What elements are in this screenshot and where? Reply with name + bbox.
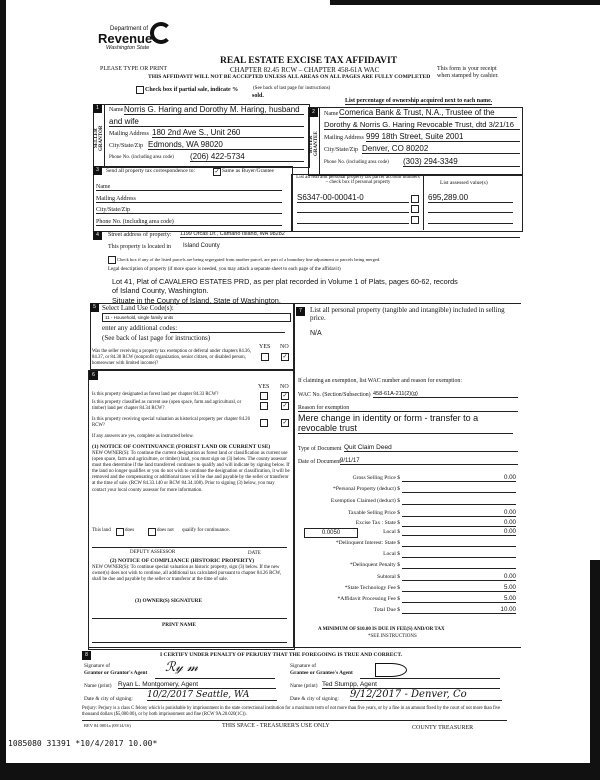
personal-property-checkbox[interactable] [411,216,419,224]
section-number: 8 [82,651,91,660]
label: Name [324,111,339,117]
fee-value[interactable]: 0.00 [402,509,516,517]
assessed-value[interactable]: 695,289.00 [428,193,513,203]
legal-description[interactable]: of Island County, Washington. [112,286,209,295]
fee-value[interactable]: 0.00 [402,528,516,536]
buyer-phone[interactable]: (303) 294-3349 [403,157,520,167]
buyer-side-label: BUYER GRANTEE [309,131,319,157]
buyer-name-continued[interactable]: Dorothy & Norris G. Haring Revocable Trust, dtd 3/21/16 [324,120,520,130]
document-type[interactable]: Quit Claim Deed [344,444,518,452]
current-use-question: Is this property classified as current use (open space, farm and agricultural, or timber) land per chapter 84.34 RCW? [92,400,242,411]
fee-value[interactable]: 0.00 [402,519,516,527]
list-percentage-note: List percentage of ownership acquired next to each name. [345,98,493,104]
partial-sale-checkbox[interactable] [136,86,144,94]
notice-compliance-title: (2) NOTICE OF COMPLIANCE (HISTORIC PROPERTY) [110,558,255,564]
fee-label: Exemption Claimed (deduct) $ [330,498,400,504]
property-street-address[interactable]: 1199 Orcas Dr., Camano Island, WA 98282 [180,231,520,238]
sold-label: sold. [252,93,264,99]
label: Date of Document [298,459,341,465]
label: Date & city of signing: [84,696,133,702]
see-back-note: (See back of last page for instructions) [253,86,331,91]
legal-description[interactable]: Lot 41, Plat of CAVALERO ESTATES PRD, as per plat recorded in Volume 1 of Plats, pages 60-62, records [112,277,458,286]
fee-value[interactable]: 0.00 [402,474,516,482]
no-checkbox[interactable]: ✓ [282,403,288,409]
label: qualify for continuance. [182,528,230,533]
correspondence-city-field[interactable]: City/State/Zip [96,207,282,214]
scan-border-right [590,560,600,780]
label: YES [258,384,270,390]
label: (3) OWNER(S) SIGNATURE [135,598,202,604]
buyer-mailing-address[interactable]: 999 18th Street, Suite 2001 [366,132,520,142]
owner-signature-line[interactable] [92,618,287,619]
buyer-city[interactable]: Denver, CO 80202 [362,144,520,154]
wac-number[interactable]: 458-61A-211(2)(g) [373,391,518,398]
grantor-signature: ℛ𝓎 𝓂 [165,660,199,675]
does-checkbox[interactable] [116,528,124,536]
label: Same as Buyer/Grantee [222,168,274,174]
seller-mailing-address[interactable]: 180 2nd Ave S., Unit 260 [152,128,304,138]
fee-label: Local $ [383,551,400,557]
segregated-checkbox[interactable] [108,256,116,264]
county-treasurer-label: COUNTY TREASURER [412,725,474,731]
label: Phone No. (including area code) [109,155,174,160]
warning: THIS AFFIDAVIT WILL NOT BE ACCEPTED UNLESS ALL AREAS ON ALL PAGES ARE FULLY COMPLETED [148,74,431,80]
exemption-question: Was the seller receiving a property tax exemption or deferral under chapters 84.36, 84.37, or 84.38 RCW (nonprofit organization, senior citizen, or disabled person, homeowner with limited income)? [92,349,251,366]
grantee-signature-line[interactable] [360,678,500,679]
label: Select Land Use Code(s): [102,304,174,312]
treasurer-space-label: THIS SPACE - TREASURER'S USE ONLY [222,723,330,729]
please-type: PLEASE TYPE OR PRINT [100,66,168,72]
assessed-header: List assessed value(s) [440,180,488,186]
label: Name (print) [84,683,112,689]
property-county[interactable]: Island County [183,243,220,249]
legal-description[interactable]: Situate in the County of Island, State of Washington. [112,296,281,305]
label: YES [259,344,271,350]
label: PRINT NAME [162,622,196,628]
parcel-header: List all real and personal property tax parcel account numbers – check box if personal property [296,175,420,185]
yes-checkbox[interactable] [260,402,268,410]
fee-value[interactable]: 0.00 [402,573,516,581]
label: If any answers are yes, complete as instructed below. [92,434,194,439]
logo-line: Revenue [98,31,153,46]
label: Legal description of property (if more space is needed, you may attach a separate sheet to each page of the affidavit) [108,267,341,272]
label: DEPUTY ASSESSOR [130,550,176,555]
section-number: 4 [93,231,102,240]
notice-continuance-title: (1) NOTICE OF CONTINUANCE (FOREST LAND OR CURRENT USE) [92,444,271,450]
label: WAC No. (Section/Subsection) [298,392,371,398]
fee-label: Taxable Selling Price $ [348,510,400,516]
certify-statement: I CERTIFY UNDER PENALTY OF PERJURY THAT THE FOREGOING IS TRUE AND CORRECT. [160,652,403,658]
notice-compliance-text: NEW OWNER(S): To continue special valuation as historic property, sign (3) below. If the new owner(s) does not wish to continue, all additional tax calculated pursuant to chapter 84.26 RCW, shall be due and payable by the seller or transferor at the time of sale. [92,565,282,582]
deputy-assessor-signature-line[interactable] [92,547,287,548]
personal-property-list[interactable]: N/A [310,330,322,337]
document-date[interactable]: 9/11/17 [340,458,518,465]
label: If claiming an exemption, list WAC number and reason for exemption: [298,378,462,384]
label: City/State/Zip [109,143,143,149]
does-not-checkbox[interactable] [148,528,156,536]
perjury-notice: Perjury: Perjury is a class C felony which is punishable by imprisonment in the state correctional institution for a maximum term of not more than five years, or by a fine in an amount fixed by the court of not more than five thousand dollars ($5,000.00), or by both imprisonment and fine (RCW 9A.20.020(1C)). [82,706,501,717]
yes-checkbox[interactable] [260,392,268,400]
correspondence-phone-field[interactable]: Phone No. (including area code) [96,219,282,226]
section-number: 3 [93,166,102,175]
correspondence-mailing-field[interactable]: Mailing Address [96,196,282,203]
fee-value[interactable] [402,539,516,547]
label: Type of Document [298,446,342,452]
local-rate-box[interactable]: 0.0050 [304,528,358,538]
label: Grantor or Grantor's Agent [84,670,148,676]
seller-name-continued[interactable]: and wife [109,117,304,127]
fee-label: Gross Selling Price $ [352,475,400,481]
label: Phone No. (including area code) [324,160,389,165]
fee-label: Subtotal $ [377,574,400,580]
section-number: 6 [89,371,98,380]
label: Signature of [84,663,111,669]
grantee-print-name[interactable]: Ted Stumpp, Agent [322,681,500,689]
label: Name (print) [290,683,318,689]
treasurer-stamp: 1085080 31391 *10/4/2017 10.00* [8,739,158,748]
label: Street address of property: [108,232,172,238]
correspondence-name-field[interactable]: Name [96,184,282,191]
land-use-code-select[interactable]: 11 - Household, single family units [102,313,291,322]
fee-value[interactable]: 10.00 [402,606,516,614]
label: does [125,528,135,533]
form-title: REAL ESTATE EXCISE TAX AFFIDAVIT [220,56,398,66]
logo-swirl-icon [150,22,172,44]
grantee-date-city[interactable]: 9/12/2017 - Denver, Co [350,689,502,701]
label: NO [280,344,289,350]
label: NO [280,384,289,390]
historic-question: Is this property receiving special valuation as historical property per chapter 84.26 RCW? [92,417,250,428]
label: Send all property tax correspondence to: [106,168,196,174]
notice-continuance-text: NEW OWNER(S): To continue the current designation as forest land or classification as current use (open space, farm and agriculture, or timber) land, you must sign on (3) below. The county assessor must then determine if the land transferred continues to qualify and will indicate by signing below. If the land no longer qualifies or you do not wish to continue the designation or classification, it will be removed and the compensating or additional taxes will be due and payable by the seller or transferor at the time of sale. (RCW 84.33.140 or RCW 84.34.108). Prior to signing (3) below, you may contact your local county assessor for more information. [92,451,290,493]
fee-label: Total Due $ [373,607,400,613]
grantee-signature [375,663,407,677]
chapter: CHAPTER 82.45 RCW – CHAPTER 458-61A WAC [230,66,380,74]
label: Mailing Address [324,135,364,141]
minimum-due-note: A MINIMUM OF $10.00 IS DUE IN FEE(S) AND/OR TAX [318,627,445,632]
label: enter any additional codes: [102,324,178,332]
fee-label: *Personal Property (deduct) $ [333,486,400,492]
section-number: 2 [309,108,318,117]
seller-side-label: SELLER GRANTOR [94,125,104,151]
label: List all personal property (tangible and intangible) included in selling price. [310,306,505,322]
logo-line: Washington State [106,45,150,51]
forest-land-section [88,370,295,650]
seller-phone[interactable]: (206) 422-5734 [190,152,304,162]
receipt-note: when stamped by cashier. [437,73,499,79]
fee-value[interactable]: 5.00 [402,584,516,592]
fee-label: *Affidavit Processing Fee $ [337,596,400,602]
scan-border-left [0,0,6,780]
label: Signature of [290,663,317,669]
grantor-signature-line[interactable] [155,678,275,679]
label: Date & city of signing: [290,696,339,702]
see-instructions-note: *SEE INSTRUCTIONS [368,634,417,639]
exemption-reason[interactable]: Mere change in identity or form - transfer to a revocable trust [298,413,513,434]
personal-property-checkbox[interactable] [411,205,419,213]
label: This land [92,528,111,533]
no-checkbox[interactable]: ✓ [282,393,288,399]
parcel-number[interactable]: S6347-00-00041-0 [297,193,409,203]
fee-value[interactable] [402,550,516,558]
seller-name[interactable]: Norris G. Haring and Dorothy M. Haring, husband [124,105,304,115]
seller-city[interactable]: Edmonds, WA 98020 [148,140,304,150]
additional-codes-field[interactable] [170,332,285,333]
scan-border-top [330,0,600,5]
fee-label: *Delinquent Penalty $ [349,562,400,568]
grantor-date-city[interactable]: 10/2/2017 Seattle, WA [147,690,277,701]
no-checkbox[interactable]: ✓ [282,420,288,426]
buyer-name[interactable]: Comerica Bank & Trust, N.A., Trustee of the [339,108,517,118]
scan-border-bottom [0,763,600,780]
label: Grantee or Grantee's Agent [290,670,353,676]
label: City/State/Zip [324,147,358,153]
grantor-print-name[interactable]: Ryan L. Montgomery, Agent [118,681,276,689]
fee-label: Local $ [383,529,400,535]
section-number: 5 [90,303,99,312]
label: does not [157,528,174,533]
label: Mailing Address [109,131,149,137]
label: Reason for exemption [298,405,518,412]
fee-value[interactable]: 5.00 [402,595,516,603]
forest-land-question: Is this property designated as forest land per chapter 84.33 RCW? [92,392,219,397]
fee-label: *Delinquent Interest: State $ [335,540,400,546]
section-number: 1 [93,104,102,113]
label: Name [109,107,124,113]
no-checkbox[interactable]: ✓ [282,354,288,360]
yes-checkbox[interactable] [260,419,268,427]
personal-property-checkbox[interactable] [411,195,419,203]
section-number: 7 [296,307,305,316]
fee-value[interactable] [402,497,516,505]
print-name-line[interactable] [92,642,287,643]
label: Check box if any of the listed parcels are being segregated from another parcel, are part of a boundary line adjustment or parcels being merged. [117,257,381,262]
label: This property is located in [108,244,171,250]
fee-label: *State Technology Fee $ [344,585,400,591]
receipt-note: This form is your receipt [437,66,497,72]
fee-label: Excise Tax : State $ [355,520,400,526]
fee-value[interactable] [402,485,516,493]
same-as-buyer-checkbox[interactable]: ✓ [214,169,220,175]
label: (See back of last page for instructions) [102,334,211,342]
partial-sale-label: Check box if partial sale, indicate % [145,87,239,93]
logo-line: Department of [110,26,149,32]
fee-value[interactable] [402,561,516,569]
yes-checkbox[interactable] [261,353,269,361]
label: DATE [248,551,261,556]
form-revision: REV 84 0001a (09/14/16) [84,723,131,728]
